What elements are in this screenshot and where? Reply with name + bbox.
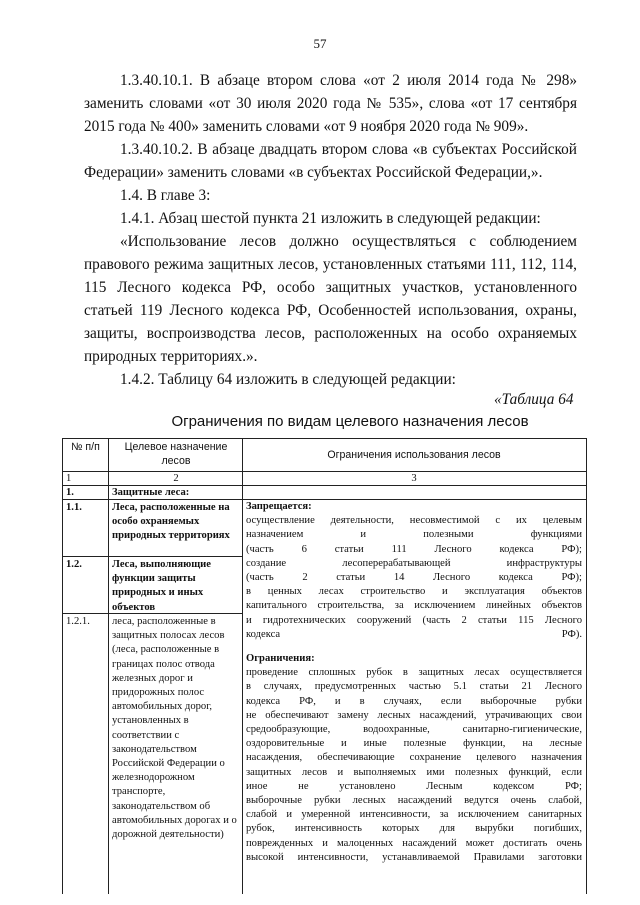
row-number: 1.2.1.: [66, 616, 90, 627]
restriction-line: создание лесоперерабатывающей инфраструктуры: [246, 557, 582, 569]
restriction-line: проведение сплошных рубок в защитных лесах осуществляется: [246, 667, 582, 679]
restriction-line: поврежденных и малоценных насаждений может достигать очень: [246, 837, 582, 849]
paragraph-line: заменить словами «от 30 июля 2020 года № 535», слова «от 17 сентября: [84, 95, 577, 112]
restriction-line: выборочные рубки лесных насаждений ведутся очень слабой,: [246, 795, 582, 807]
column-number-3: 3: [411, 473, 417, 484]
restrictions-text: [246, 500, 582, 892]
restriction-line: высокой интенсивности, устанавливаемой Правилами заготовки: [246, 851, 582, 863]
paragraph-line: «Использование лесов должно осуществляться с соблюдением: [120, 233, 577, 250]
paragraph-line: 1.4.1. Абзац шестой пункта 21 изложить в следующей редакции:: [120, 210, 541, 227]
page-number: 57: [313, 36, 327, 51]
restriction-line: (часть 2 статьи 14 Лесного кодекса РФ);: [246, 572, 582, 584]
paragraph-line: 115 Лесного кодекса РФ, особо защитных участков, установленного: [84, 279, 577, 296]
restriction-line: защитных лесов и выполняемых ими полезных функций, если: [246, 766, 582, 778]
row-number: 1.: [66, 487, 74, 498]
header-restrictions: Ограничения использования лесов: [327, 449, 501, 461]
header-purpose: Целевое назначение лесов: [124, 441, 228, 468]
row-purpose: Леса, выполняющие функции защиты природных и иных объектов: [112, 559, 211, 613]
restriction-line: осуществление деятельности, несовместимой с их целевым: [246, 515, 582, 527]
restriction-line: и гидротехнических сооружений (часть 2 статьи 115 Лесного: [246, 614, 582, 626]
paragraph-line: защиты, воспроизводства лесов, расположенных на особо охраняемых: [84, 325, 577, 342]
restriction-line: капитального строительства, за исключением линейных объектов: [246, 600, 582, 612]
restriction-line: насаждения, обеспечивающие сохранение целевого назначения: [246, 752, 582, 764]
prohibited-list: [246, 514, 582, 642]
row-purpose: Защитные леса:: [112, 487, 190, 498]
paragraph-line: 1.3.40.10.2. В абзаце двадцать втором слова «в субъектах Российской: [120, 141, 577, 158]
row-number: 1.2.: [66, 559, 82, 570]
paragraph-line: Федерации» заменить словами «в субъектах Российской Федерации,».: [84, 164, 543, 181]
paragraph-line: правового режима защитных лесов, установленных статьями 111, 112, 114,: [84, 256, 577, 273]
paragraph-line: 1.4.2. Таблицу 64 изложить в следующей редакции:: [120, 371, 456, 388]
restrictions-table: [62, 438, 587, 894]
restriction-line: в случаях, предусмотренных частью 5.1 статьи 21 Лесного: [246, 681, 582, 693]
restriction-line: (часть 6 статьи 111 Лесного кодекса РФ);: [246, 543, 582, 555]
restriction-line: средообразующие, водоохранные, санитарно-гигиенические,: [246, 724, 582, 736]
restriction-line: в ценных лесах строительство и эксплуатация объектов: [246, 586, 582, 598]
restriction-line: иное не установлено Лесным кодексом РФ;: [246, 780, 582, 792]
restriction-line: кодекса РФ, и в случаях, если выборочные рубки: [246, 695, 582, 707]
paragraph-line: 1.3.40.10.1. В абзаце втором слова «от 2 июля 2014 года № 298»: [120, 72, 577, 89]
paragraph-line: 2015 года № 400» заменить словами «от 9 ноября 2020 года № 909».: [84, 118, 529, 135]
paragraph-line: статьей 119 Лесного кодекса РФ, Особенностей использования, охраны,: [84, 302, 577, 319]
restrictions-title: Ограничения:: [246, 653, 315, 665]
paragraph-line: 1.4. В главе 3:: [120, 187, 211, 204]
restriction-line: оздоровительные и иные полезные функции, на лесные: [246, 738, 582, 750]
table-label: «Таблица 64: [494, 391, 574, 408]
column-number-1: 1: [66, 473, 72, 484]
table-caption: Ограничения по видам целевого назначения лесов: [171, 413, 529, 430]
restriction-line: кодекса РФ).: [246, 628, 582, 640]
restriction-line: слабой и умеренной интенсивности, за исключением санитарных: [246, 809, 582, 821]
restrictions-list: [246, 666, 582, 865]
row-purpose: леса, расположенные в защитных полосах лесов (леса, расположенные в границах полос отвода железных дорог и придорожных полос автомобильных дорог, установленных в соответствии с законодательством Российской Федерации о железнодорожном транспорте, законодательством об автомобильных дорогах и о дорожной деятельности): [112, 616, 237, 841]
restriction-line: рубок, интенсивность которых для вырубки погибших,: [246, 823, 582, 835]
column-number-2: 2: [173, 473, 179, 484]
restriction-line: не обеспечивают замену лесных насаждений, утрачивающих свои: [246, 709, 582, 721]
header-number: № п/п: [71, 441, 100, 453]
prohibited-title: Запрещается:: [246, 501, 312, 512]
row-number: 1.1.: [66, 502, 82, 513]
restriction-line: назначением и полезными функциями: [246, 529, 582, 541]
paragraph-line: природных территориях.».: [84, 348, 258, 365]
row-purpose: Леса, расположенные на особо охраняемых природных территориях: [112, 502, 230, 542]
